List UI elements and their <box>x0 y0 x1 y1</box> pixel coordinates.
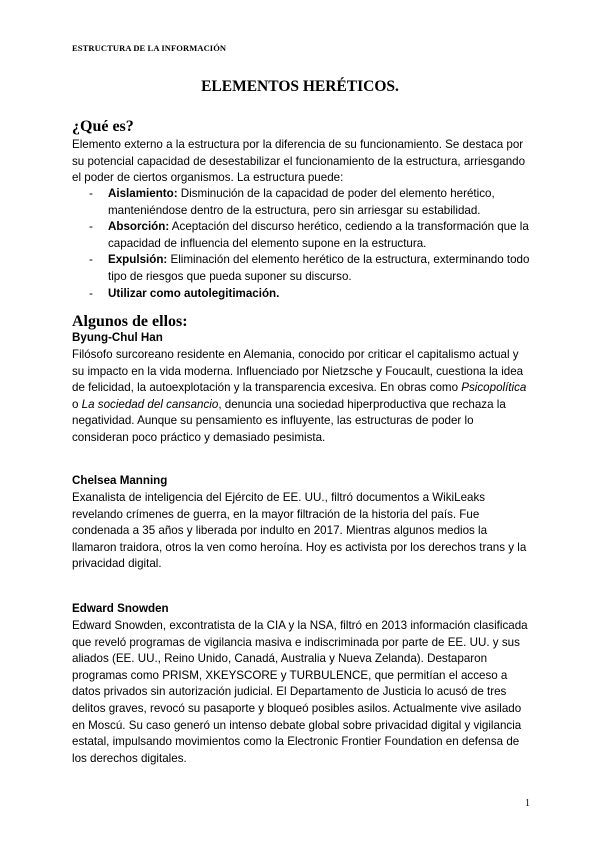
description-text: o <box>72 397 82 411</box>
list-item-lead: Expulsión: <box>108 253 168 267</box>
person-description: Edward Snowden, excontratista de la CIA y la NSA, filtró en 2013 información clasificada que reveló programas de vigilancia masiva e indiscriminada por parte de EE. UU. y sus aliados (EE. UU., Reino Unido, Canadá, Australia y Nueva Zelanda). Destaparon programas como PRISM, XKEYSCORE y TURBULENCE, que permitían el acceso a datos privados sin autorización judicial. El Departamento de Justicia lo acusó de tres delitos graves, revocó su pasaporte y bloqueó posibles asilos. Actualmente vive asilado en Moscú. Su caso generó un intenso debate global sobre privacidad digital y vigilancia estatal, impulsando movimientos como la Electronic Frontier Foundation en defensa de los derechos digitales. <box>72 619 528 765</box>
section-heading-algunos: Algunos de ellos: <box>72 313 188 330</box>
page-title: ELEMENTOS HERÉTICOS. <box>201 78 399 95</box>
bullet-dash: - <box>89 253 93 267</box>
list-item-lead: Aislamiento: <box>108 187 178 200</box>
running-header: ESTRUCTURA DE LA INFORMACIÓN <box>72 43 227 53</box>
work-title: La sociedad del cansancio <box>81 397 219 411</box>
list-item-text: Eliminación del elemento herético de la estructura, exterminando todo tipo de riesgos que pueda suponer su discurso. <box>108 253 530 283</box>
list-item-lead: Absorción: <box>108 220 170 234</box>
person-name: Edward Snowden <box>72 602 169 615</box>
person-name: Chelsea Manning <box>72 474 168 487</box>
person-name: Byung-Chul Han <box>72 331 163 344</box>
description-text: , denuncia una sociedad hiperproductiva que rechaza la negatividad. Aunque su pensamiento es influyente, las estructuras de poder lo consideran poco práctico y demasiado pesimista. <box>72 397 506 444</box>
bullet-dash: - <box>89 286 93 300</box>
person-description: Exanalista de inteligencia del Ejército de EE. UU., filtró documentos a WikiLeaks revelando crímenes de guerra, en la mayor filtración de la historia del país. Fue condenada a 35 años y liberada por indulto en 2017. Mientras algunos medios la llamaron traidora, otros la ven como heroína. Hoy es activista por los derechos trans y la privacidad digital. <box>72 491 527 571</box>
bullet-dash: - <box>89 220 93 234</box>
list-item <box>72 252 532 285</box>
list-item <box>72 219 532 252</box>
description-text: Filósofo surcoreano residente en Alemania, conocido por criticar el capitalismo actual y su impacto en la vida moderna. Influenciado por Nietzsche y Foucault, cuestiona la idea de felicidad, la autoexplotación y la transparencia excesiva. En obras como <box>72 348 524 395</box>
bullet-dash: - <box>89 187 93 200</box>
list-item-text: Aceptación del discurso herético, cediendo a la transformación que la capacidad de influencia del elemento supone en la estructura. <box>108 220 529 250</box>
list-item <box>72 286 532 303</box>
list-item-lead: Utilizar como autolegitimación. <box>108 286 280 300</box>
section-heading-que-es: ¿Qué es? <box>72 118 134 135</box>
list-item-text: Disminución de la capacidad de poder del elemento herético, manteniéndose dentro de la estructura, pero sin arriesgar su estabilidad. <box>108 187 495 217</box>
structure-options-list <box>72 186 532 302</box>
person-description <box>72 347 532 447</box>
list-item <box>72 186 532 219</box>
definition-paragraph: Elemento externo a la estructura por la diferencia de su funcionamiento. Se destaca por su potencial capacidad de desestabilizar el funcionamiento de la estructura, arriesgando el poder de ciertos organismos. La estructura puede: <box>72 138 526 185</box>
page-number: 1 <box>525 798 530 809</box>
work-title: Psicopolítica <box>461 381 527 395</box>
